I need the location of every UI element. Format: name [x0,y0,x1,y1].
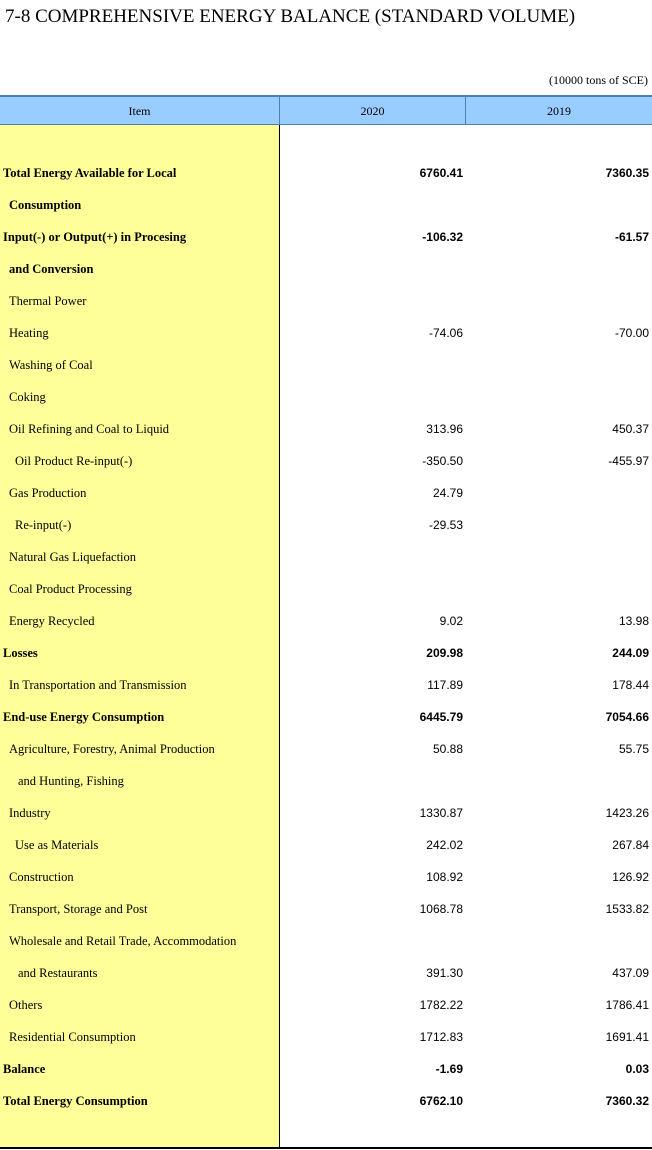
row-label: and Hunting, Fishing [18,774,124,788]
table-row [0,541,652,573]
table-row [0,253,652,285]
value-2020: 1068.78 [419,902,463,916]
value-2020: 50.88 [432,742,463,756]
row-label: Input(-) or Output(+) in Procesing [3,230,187,244]
table-row [0,989,652,1021]
row-label: Use as Materials [15,838,99,852]
table-row [0,413,652,445]
value-2020: 313.96 [426,422,463,436]
table-row [0,925,652,957]
row-label: End-use Energy Consumption [3,710,165,724]
row-label: Total Energy Available for Local [3,166,177,180]
table-row [0,893,652,925]
value-2020: 9.02 [439,614,463,628]
table-row [0,1021,652,1053]
row-label: Industry [9,806,51,820]
value-2019: 437.09 [612,966,649,980]
table-row [0,765,652,797]
row-label: Coking [9,390,46,404]
row-label: Washing of Coal [9,358,93,372]
table-row [0,381,652,413]
table-row [0,669,652,701]
row-label: Losses [3,646,38,660]
value-2019: 244.09 [612,646,649,660]
header-item: Item [128,104,151,118]
value-2019: 1786.41 [605,998,649,1012]
value-2019: -70.00 [614,326,649,340]
value-2020: 108.92 [426,870,463,884]
value-2020: -106.32 [422,230,463,244]
value-2019: 7360.32 [605,1094,649,1108]
value-2020: 1712.83 [419,1030,463,1044]
value-2019: -61.57 [614,230,649,244]
page-title: 7-8 COMPREHENSIVE ENERGY BALANCE (STANDARD VOLUME) [5,6,576,27]
value-2020: 391.30 [426,966,463,980]
row-label: Coal Product Processing [9,582,132,596]
value-2019: 450.37 [612,422,649,436]
table-row [0,957,652,989]
value-2019: 267.84 [612,838,649,852]
value-2020: -29.53 [428,518,463,532]
table-row [0,701,652,733]
value-2020: 1782.22 [419,998,463,1012]
row-label: Consumption [9,198,82,212]
table-row [0,861,652,893]
value-2019: 1691.41 [605,1030,649,1044]
table-row [0,573,652,605]
table-row [0,317,652,349]
value-2020: 24.79 [432,486,463,500]
value-2019: 1423.26 [605,806,649,820]
row-label: Agriculture, Forestry, Animal Production [9,742,215,756]
row-label: and Restaurants [18,966,98,980]
table-row [0,605,652,637]
value-2020: -1.69 [435,1062,463,1076]
table-row [0,637,652,669]
table-header [0,95,652,125]
value-2019: 7360.35 [605,166,649,180]
row-label: Energy Recycled [9,614,95,628]
header-2020: 2020 [360,104,385,118]
table-row [0,157,652,189]
row-label: Wholesale and Retail Trade, Accommodation [9,934,237,948]
row-label: Re-input(-) [15,518,72,532]
table-row [0,221,652,253]
row-label: Total Energy Consumption [3,1094,148,1108]
table-bottom-rule [0,1147,652,1149]
value-2019: 7054.66 [605,710,649,724]
row-label: Thermal Power [9,294,87,308]
row-label: Natural Gas Liquefaction [9,550,137,564]
table-row [0,509,652,541]
value-2019: 0.03 [625,1062,649,1076]
table-row [0,797,652,829]
value-2019: 126.92 [612,870,649,884]
value-2020: -350.50 [422,454,463,468]
unit-note: (10000 tons of SCE) [549,73,648,87]
value-2020: 6760.41 [419,166,463,180]
value-2020: 242.02 [426,838,463,852]
table-row [0,829,652,861]
value-2019: -455.97 [608,454,649,468]
value-2019: 178.44 [612,678,649,692]
value-2020: 1330.87 [419,806,463,820]
row-label: Heating [9,326,49,340]
value-2020: -74.06 [428,326,463,340]
row-label: In Transportation and Transmission [9,678,187,692]
value-2020: 6762.10 [419,1094,463,1108]
header-2019: 2019 [547,104,571,118]
row-label: Oil Refining and Coal to Liquid [9,422,170,436]
table-row [0,189,652,221]
table-row [0,1085,652,1117]
row-label: and Conversion [9,262,94,276]
row-label: Oil Product Re-input(-) [15,454,133,468]
table-row [0,733,652,765]
table-row [0,477,652,509]
row-label: Balance [3,1062,46,1076]
value-2019: 55.75 [618,742,649,756]
row-label: Transport, Storage and Post [9,902,148,916]
value-2020: 117.89 [427,678,463,692]
row-label: Others [9,998,43,1012]
table-row [0,445,652,477]
value-2020: 6445.79 [419,710,463,724]
value-2019: 13.98 [618,614,649,628]
table-row [0,285,652,317]
value-2020: 209.98 [426,646,463,660]
row-label: Construction [9,870,74,884]
table-row [0,1053,652,1085]
row-label: Gas Production [9,486,87,500]
value-2019: 1533.82 [605,902,649,916]
table-row [0,349,652,381]
row-label: Residential Consumption [9,1030,136,1044]
